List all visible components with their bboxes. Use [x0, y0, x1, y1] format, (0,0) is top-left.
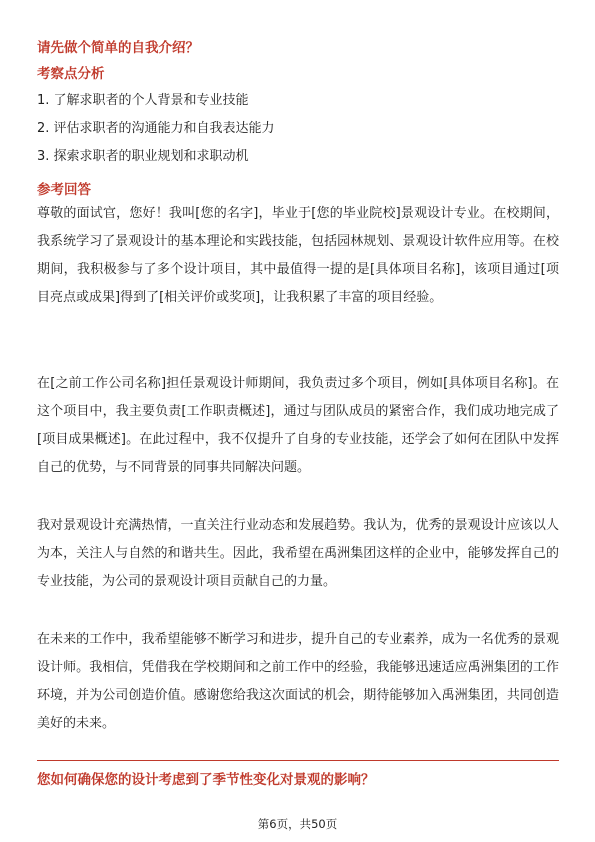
answer-paragraph: 在未来的工作中，我希望能够不断学习和进步，提升自己的专业素养，成为一名优秀的景观设计师。我相信，凭借我在学校期间和之前工作中的经验，我能够迅速适应禹洲集团的工作环境，并为公司创造价值。感谢您给我这次面试的机会，期待能够加入禹洲集团，共同创造美好的未来。: [37, 632, 559, 731]
analysis-heading: 考察点分析: [37, 66, 105, 82]
answer-paragraph: 尊敬的面试官，您好！我叫[您的名字]，毕业于[您的毕业院校]景观设计专业。在校期间，我系统学习了景观设计的基本理论和实践技能，包括园林规划、景观设计软件应用等。在校期间，我积极参与了多个设计项目，其中最值得一提的是[具体项目名称]，该项目通过[项目亮点或成果]得到了[相关评价或奖项]，让我积累了丰富的项目经验。: [37, 206, 559, 305]
answer-heading: 参考回答: [37, 182, 91, 198]
section-divider: [37, 760, 559, 761]
answer-paragraph: 在[之前工作公司名称]担任景观设计师期间，我负责过多个项目，例如[具体项目名称]。在这个项目中，我主要负责[工作职责概述]，通过与团队成员的紧密合作，我们成功地完成了[项目成果概述]。在此过程中，我不仅提升了自身的专业技能，还学会了如何在团队中发挥自己的优势，与不同背景的同事共同解决问题。: [37, 376, 559, 475]
page-footer: 第6页，共50页: [257, 817, 338, 831]
analysis-item: 1. 了解求职者的个人背景和专业技能: [37, 93, 249, 108]
analysis-item: 3. 探索求职者的职业规划和求职动机: [37, 149, 249, 164]
question-title: 请先做个简单的自我介绍？: [37, 40, 199, 56]
next-question-title: 您如何确保您的设计考虑到了季节性变化对景观的影响？: [37, 772, 375, 788]
analysis-item: 2. 评估求职者的沟通能力和自我表达能力: [37, 121, 275, 136]
answer-paragraph: 我对景观设计充满热情，一直关注行业动态和发展趋势。我认为，优秀的景观设计应该以人为本，关注人与自然的和谐共生。因此，我希望在禹洲集团这样的企业中，能够发挥自己的专业技能，为公司的景观设计项目贡献自己的力量。: [37, 518, 559, 589]
